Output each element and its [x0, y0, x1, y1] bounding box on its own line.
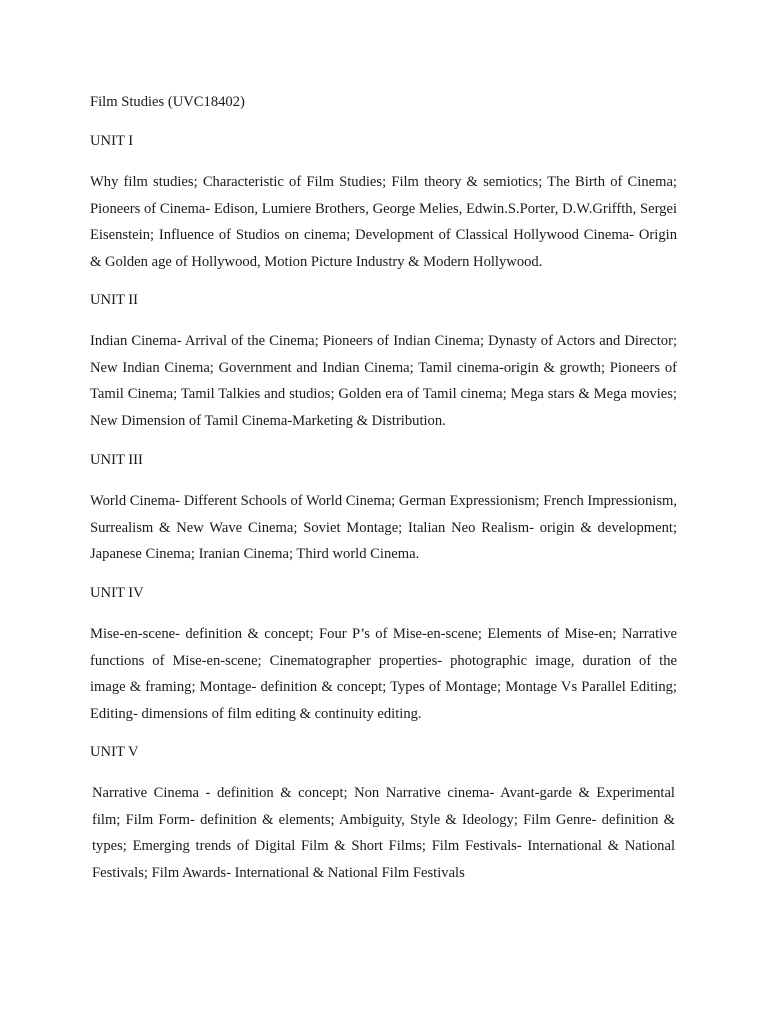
unit-5-heading: UNIT V [90, 744, 139, 760]
unit-5-body: Narrative Cinema - definition & concept; Non Narrative cinema- Avant-garde & Experimental film; Film Form- definition & elements; Ambiguity, Style & Ideology; Film Genre- definition & types; Emerging trends of Digital Film & Short Films; Film Festivals- International & National Festivals; Film Awards- International & National Film Festivals [92, 785, 675, 881]
unit-1-body: Why film studies; Characteristic of Film Studies; Film theory & semiotics; The Birth of Cinema; Pioneers of Cinema- Edison, Lumiere Brothers, George Melies, Edwin.S.Porter, D.W.Griffth, Sergei Eisenstein; Influence of Studios on cinema; Development of Classical Hollywood Cinema- Origin & Golden age of Hollywood, Motion Picture Industry & Modern Hollywood. [90, 174, 677, 270]
unit-4-body: Mise-en-scene- definition & concept; Four P’s of Mise-en-scene; Elements of Mise-en; Narrative functions of Mise-en-scene; Cinematographer properties- photographic image, duration of the image & framing; Montage- definition & concept; Types of Montage; Montage Vs Parallel Editing; Editing- dimensions of film editing & continuity editing. [90, 626, 677, 722]
unit-1-heading: UNIT I [90, 133, 134, 149]
unit-3-heading: UNIT III [90, 452, 143, 468]
unit-4-heading: UNIT IV [90, 585, 144, 601]
document-title: Film Studies (UVC18402) [90, 94, 245, 110]
unit-3-body: World Cinema- Different Schools of World Cinema; German Expressionism; French Impressionism, Surrealism & New Wave Cinema; Soviet Montage; Italian Neo Realism- origin & development; Japanese Cinema; Iranian Cinema; Third world Cinema. [90, 493, 677, 562]
unit-2-heading: UNIT II [90, 292, 138, 308]
unit-2-body: Indian Cinema- Arrival of the Cinema; Pioneers of Indian Cinema; Dynasty of Actors and Director; New Indian Cinema; Government and Indian Cinema; Tamil cinema-origin & growth; Pioneers of Tamil Cinema; Tamil Talkies and studios; Golden era of Tamil cinema; Mega stars & Mega movies; New Dimension of Tamil Cinema-Marketing & Distribution. [90, 333, 677, 429]
